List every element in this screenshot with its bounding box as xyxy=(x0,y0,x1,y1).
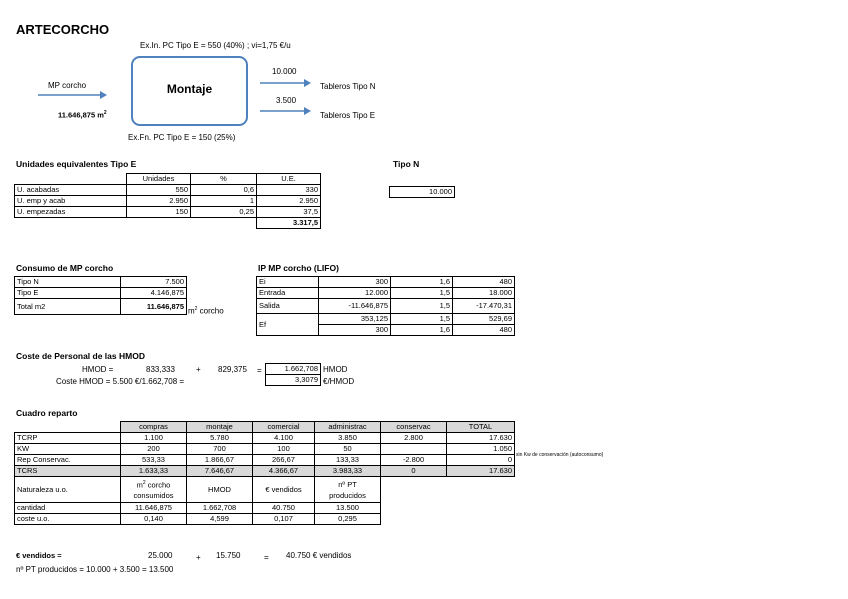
table-row: coste u.o. 0,140 4,599 0,107 0,295 xyxy=(15,514,515,525)
ue-table xyxy=(14,173,321,229)
vend-result: 40.750 € vendidos xyxy=(286,551,352,560)
coste-hmod-unit: €/HMOD xyxy=(323,377,355,386)
table-row: Entrada 12.000 1,5 18.000 xyxy=(257,288,515,299)
output-n-label: Tableros Tipo N xyxy=(320,82,376,91)
hmod-plus: + xyxy=(196,365,201,374)
ue-total: 3.317,5 xyxy=(257,218,321,229)
hmod-a: 833,333 xyxy=(146,365,175,374)
ue-title: Unidades equivalentes Tipo E xyxy=(16,159,137,169)
table-row: Tipo E 4.146,875 xyxy=(15,288,187,299)
ue-header-unidades: Unidades xyxy=(127,174,191,185)
ip-title: IP MP corcho (LIFO) xyxy=(258,263,339,273)
coste-hmod-label: Coste HMOD = 5.500 €/1.662,708 = xyxy=(56,377,185,386)
hmod-table xyxy=(265,363,321,386)
tipo-n-table xyxy=(389,186,455,198)
hmod-b: 829,375 xyxy=(218,365,247,374)
process-label: Montaje xyxy=(166,82,213,96)
hmod-result: 1.662,708 xyxy=(266,364,321,375)
tipo-n-title: Tipo N xyxy=(393,159,420,169)
personal-title: Coste de Personal de las HMOD xyxy=(16,351,145,361)
table-row: 300 1,6 480 xyxy=(257,325,515,336)
output-n-value: 10.000 xyxy=(272,67,297,76)
table-row: Naturaleza u.o. $m^2$ corcho consumidos HMOD € vendidos nº PT producidos xyxy=(15,477,515,503)
output-e-arrow-icon xyxy=(260,106,312,116)
table-row: Tipo N 7.500 xyxy=(15,277,187,288)
ue-header-ue: U.E. xyxy=(257,174,321,185)
reparto-table xyxy=(14,421,515,525)
table-row: cantidad 11.646,875 1.662,708 40.750 13.500 xyxy=(15,503,515,514)
coste-hmod-result: 3,3079 xyxy=(266,375,321,386)
table-row: Ef 353,125 1,5 529,69 xyxy=(257,314,515,325)
table-row: TCRP 1.100 5.780 4.100 3.850 2.800 17.630 xyxy=(15,433,515,444)
table-row: U. acabadas 550 0,6 330 xyxy=(15,185,321,196)
vend-label: € vendidos = xyxy=(16,551,62,560)
table-row: TCRS 1.633,33 7.646,67 4.366,67 3.983,33 0 17.630 xyxy=(15,466,515,477)
output-e-label: Tableros Tipo E xyxy=(320,111,376,120)
output-e-value: 3.500 xyxy=(276,96,297,105)
vend-b: 15.750 xyxy=(216,551,241,560)
ue-header-pct: % xyxy=(191,174,257,185)
table-row: Total m2 11.646,875 xyxy=(15,299,187,315)
ex-fn-note: Ex.Fn. PC Tipo E = 150 (25%) xyxy=(128,133,236,142)
input-label: MP corcho xyxy=(48,81,87,90)
vend-a: 25.000 xyxy=(148,551,173,560)
ex-in-note: Ex.In. PC Tipo E = 550 (40%) ; vi=1,75 €/u xyxy=(140,41,291,50)
table-row: KW 200 700 100 50 1.050 xyxy=(15,444,515,455)
table-row: U. empezadas 150 0,25 37,5 xyxy=(15,207,321,218)
vend-eq: = xyxy=(264,553,269,562)
consumo-unit: $m^2$ corcho xyxy=(188,306,224,316)
table-row: Salida -11.646,875 1,5 -17.470,31 xyxy=(257,299,515,314)
input-arrow-icon xyxy=(38,90,108,100)
consumo-title: Consumo de MP corcho xyxy=(16,263,114,273)
pt-line: nº PT producidos = 10.000 + 3.500 = 13.500 xyxy=(16,565,174,574)
ip-table xyxy=(256,276,515,336)
table-row: U. emp y acab 2.950 1 2.950 xyxy=(15,196,321,207)
hmod-eq: = xyxy=(257,366,262,375)
kw-note: sin Kw de conservación (autoconsumo) xyxy=(516,452,604,458)
vend-plus: + xyxy=(196,553,201,562)
hmod-label: HMOD = xyxy=(82,365,114,374)
ue-total-row xyxy=(15,218,321,229)
output-n-arrow-icon xyxy=(260,78,312,88)
input-value: 11.646,875 $m^2$ xyxy=(58,110,107,120)
reparto-title: Cuadro reparto xyxy=(16,408,78,418)
page-title: ARTECORCHO xyxy=(16,22,110,37)
hmod-unit: HMOD xyxy=(323,365,348,374)
consumo-table xyxy=(14,276,187,315)
ue-header-row xyxy=(15,174,321,185)
tipo-n-value: 10.000 xyxy=(390,187,455,198)
table-row: Ei 300 1,6 480 xyxy=(257,277,515,288)
table-row: Rep Conservac. 533,33 1.866,67 266,67 133,33 -2.800 0 xyxy=(15,455,515,466)
reparto-header-row: compras montaje comercial administrac conservac TOTAL xyxy=(15,422,515,433)
